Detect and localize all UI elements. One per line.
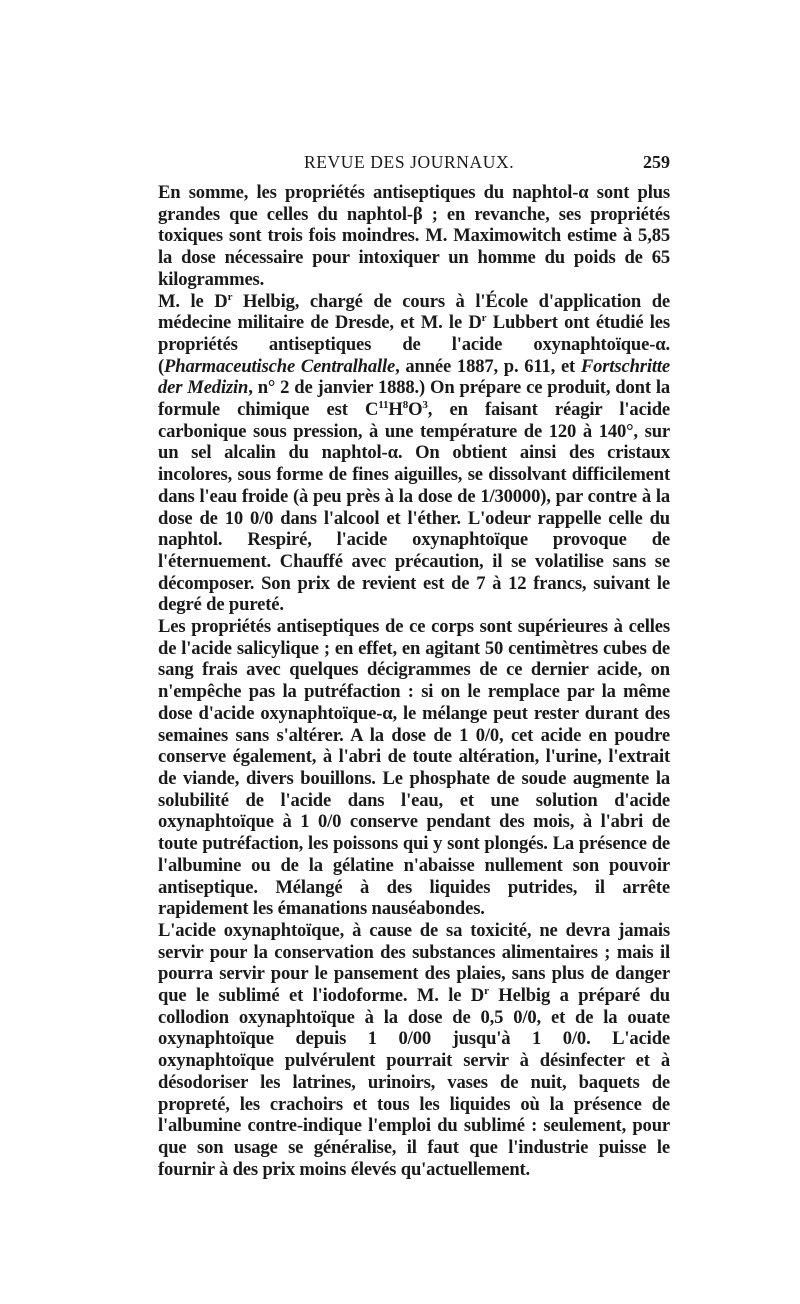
text-run: Helbig a préparé du collodion oxynaphtoïque à la dose de 0,5 0/0, et de la ouate oxynaphtoïque depuis 1 0/00 jusqu'à 1 0/0. L'acide oxynaphtoïque pulvérulent pourrait servir à désinfecter et à désodoriser les latrines, urinoirs, vases de nuit, baquets de propreté, les crachoirs et tous les liquides où la présence de l'albumine contre-indique l'emploi du sublimé : seulement, pour que son usage se généralise, il faut que l'industrie puisse le fournir à des prix moins élevés qu'actuellement.: [158, 985, 670, 1180]
text-run: , n° 2 de janvier 1888.) On prépare ce produit, dont la formule chimique est C: [158, 377, 670, 421]
running-header: [158, 152, 670, 178]
paragraph-4: [158, 920, 670, 1180]
text-run: Lubbert ont étudié les propriétés antiseptiques de l'acide oxynaphtoïque-α. (: [158, 312, 670, 377]
text-run: , en faisant réagir l'acide carbonique sous pression, à une température de 120 à 140°, sur un sel alcalin du naphtol-α. On obtient ainsi des cristaux incolores, sous forme de fines aiguilles, se dissolvant difficilement dans l'eau froide (à peu près à la dose de 1/30000), par contre à la dose de 10 0/0 dans l'alcool et l'éther. L'odeur rappelle celle du naphtol. Respiré, l'acide oxynaphtoïque provoque de l'éternuement. Chauffé avec précaution, il se volatilise sans se décomposer. Son prix de revient est de 7 à 12 francs, suivant le degré de pureté.: [158, 399, 670, 616]
superscript: r: [227, 290, 233, 303]
running-title: REVUE DES JOURNAUX.: [304, 152, 515, 172]
journal-title: Pharmaceutische Centralhalle: [164, 355, 396, 377]
superscript: r: [481, 312, 487, 325]
superscript: r: [484, 984, 489, 997]
formula-element: H: [388, 399, 403, 421]
formula-element: O: [408, 399, 423, 421]
journal-title: Fortschritte der Medizin: [158, 355, 670, 399]
article-body: [158, 182, 670, 1180]
formula-superscript: 11: [378, 398, 389, 411]
text-run: Helbig, chargé de cours à l'École d'application de médecine militaire de Dresde, et M. le D: [158, 290, 670, 334]
paragraph-1: En somme, les propriétés antiseptiques du naphtol-α sont plus grandes que celles du naphtol-β ; en revanche, ses propriétés toxiques sont trois fois moindres. M. Maximowitch estime à 5,85 la dose nécessaire pour intoxiquer un homme du poids de 65 kilogrammes.: [158, 182, 670, 290]
paragraph-3: Les propriétés antiseptiques de ce corps sont supérieures à celles de l'acide salicylique ; en effet, en agitant 50 centimètres cubes de sang frais avec quelques décigrammes de ce dernier acide, on n'empêche pas la putréfaction : si on le remplace par la même dose d'acide oxynaphtoïque-α, le mélange peut rester durant des semaines sans s'altérer. A la dose de 1 0/0, cet acide en poudre conserve également, à l'abri de toute altération, l'urine, l'extrait de viande, divers bouillons. Le phosphate de soude augmente la solubilité de l'acide dans l'eau, et une solution d'acide oxynaphtoïque à 1 0/0 conserve pendant des mois, à l'abri de toute putréfaction, les poissons qui y sont plongés. La présence de l'albumine ou de la gélatine n'abaisse nullement son pouvoir antiseptique. Mélangé à des liquides putrides, il arrête rapidement les émanations nauséabondes.: [158, 616, 670, 920]
page-number: 259: [643, 152, 670, 172]
text-run: L'acide oxynaphtoïque, à cause de sa toxicité, ne devra jamais servir pour la conservation des substances alimentaires ; mais il pourra servir pour le pansement des plaies, sans plus de danger que le sublimé et l'iodoforme. M. le D: [158, 919, 670, 1007]
text-run: , année 1887, p. 611, et: [395, 355, 581, 377]
formula-superscript: 8: [402, 398, 409, 411]
formula-superscript: 3: [422, 398, 428, 411]
paragraph-2: [158, 291, 670, 617]
text-run: M. le D: [158, 290, 228, 312]
document-page: [158, 152, 670, 1180]
